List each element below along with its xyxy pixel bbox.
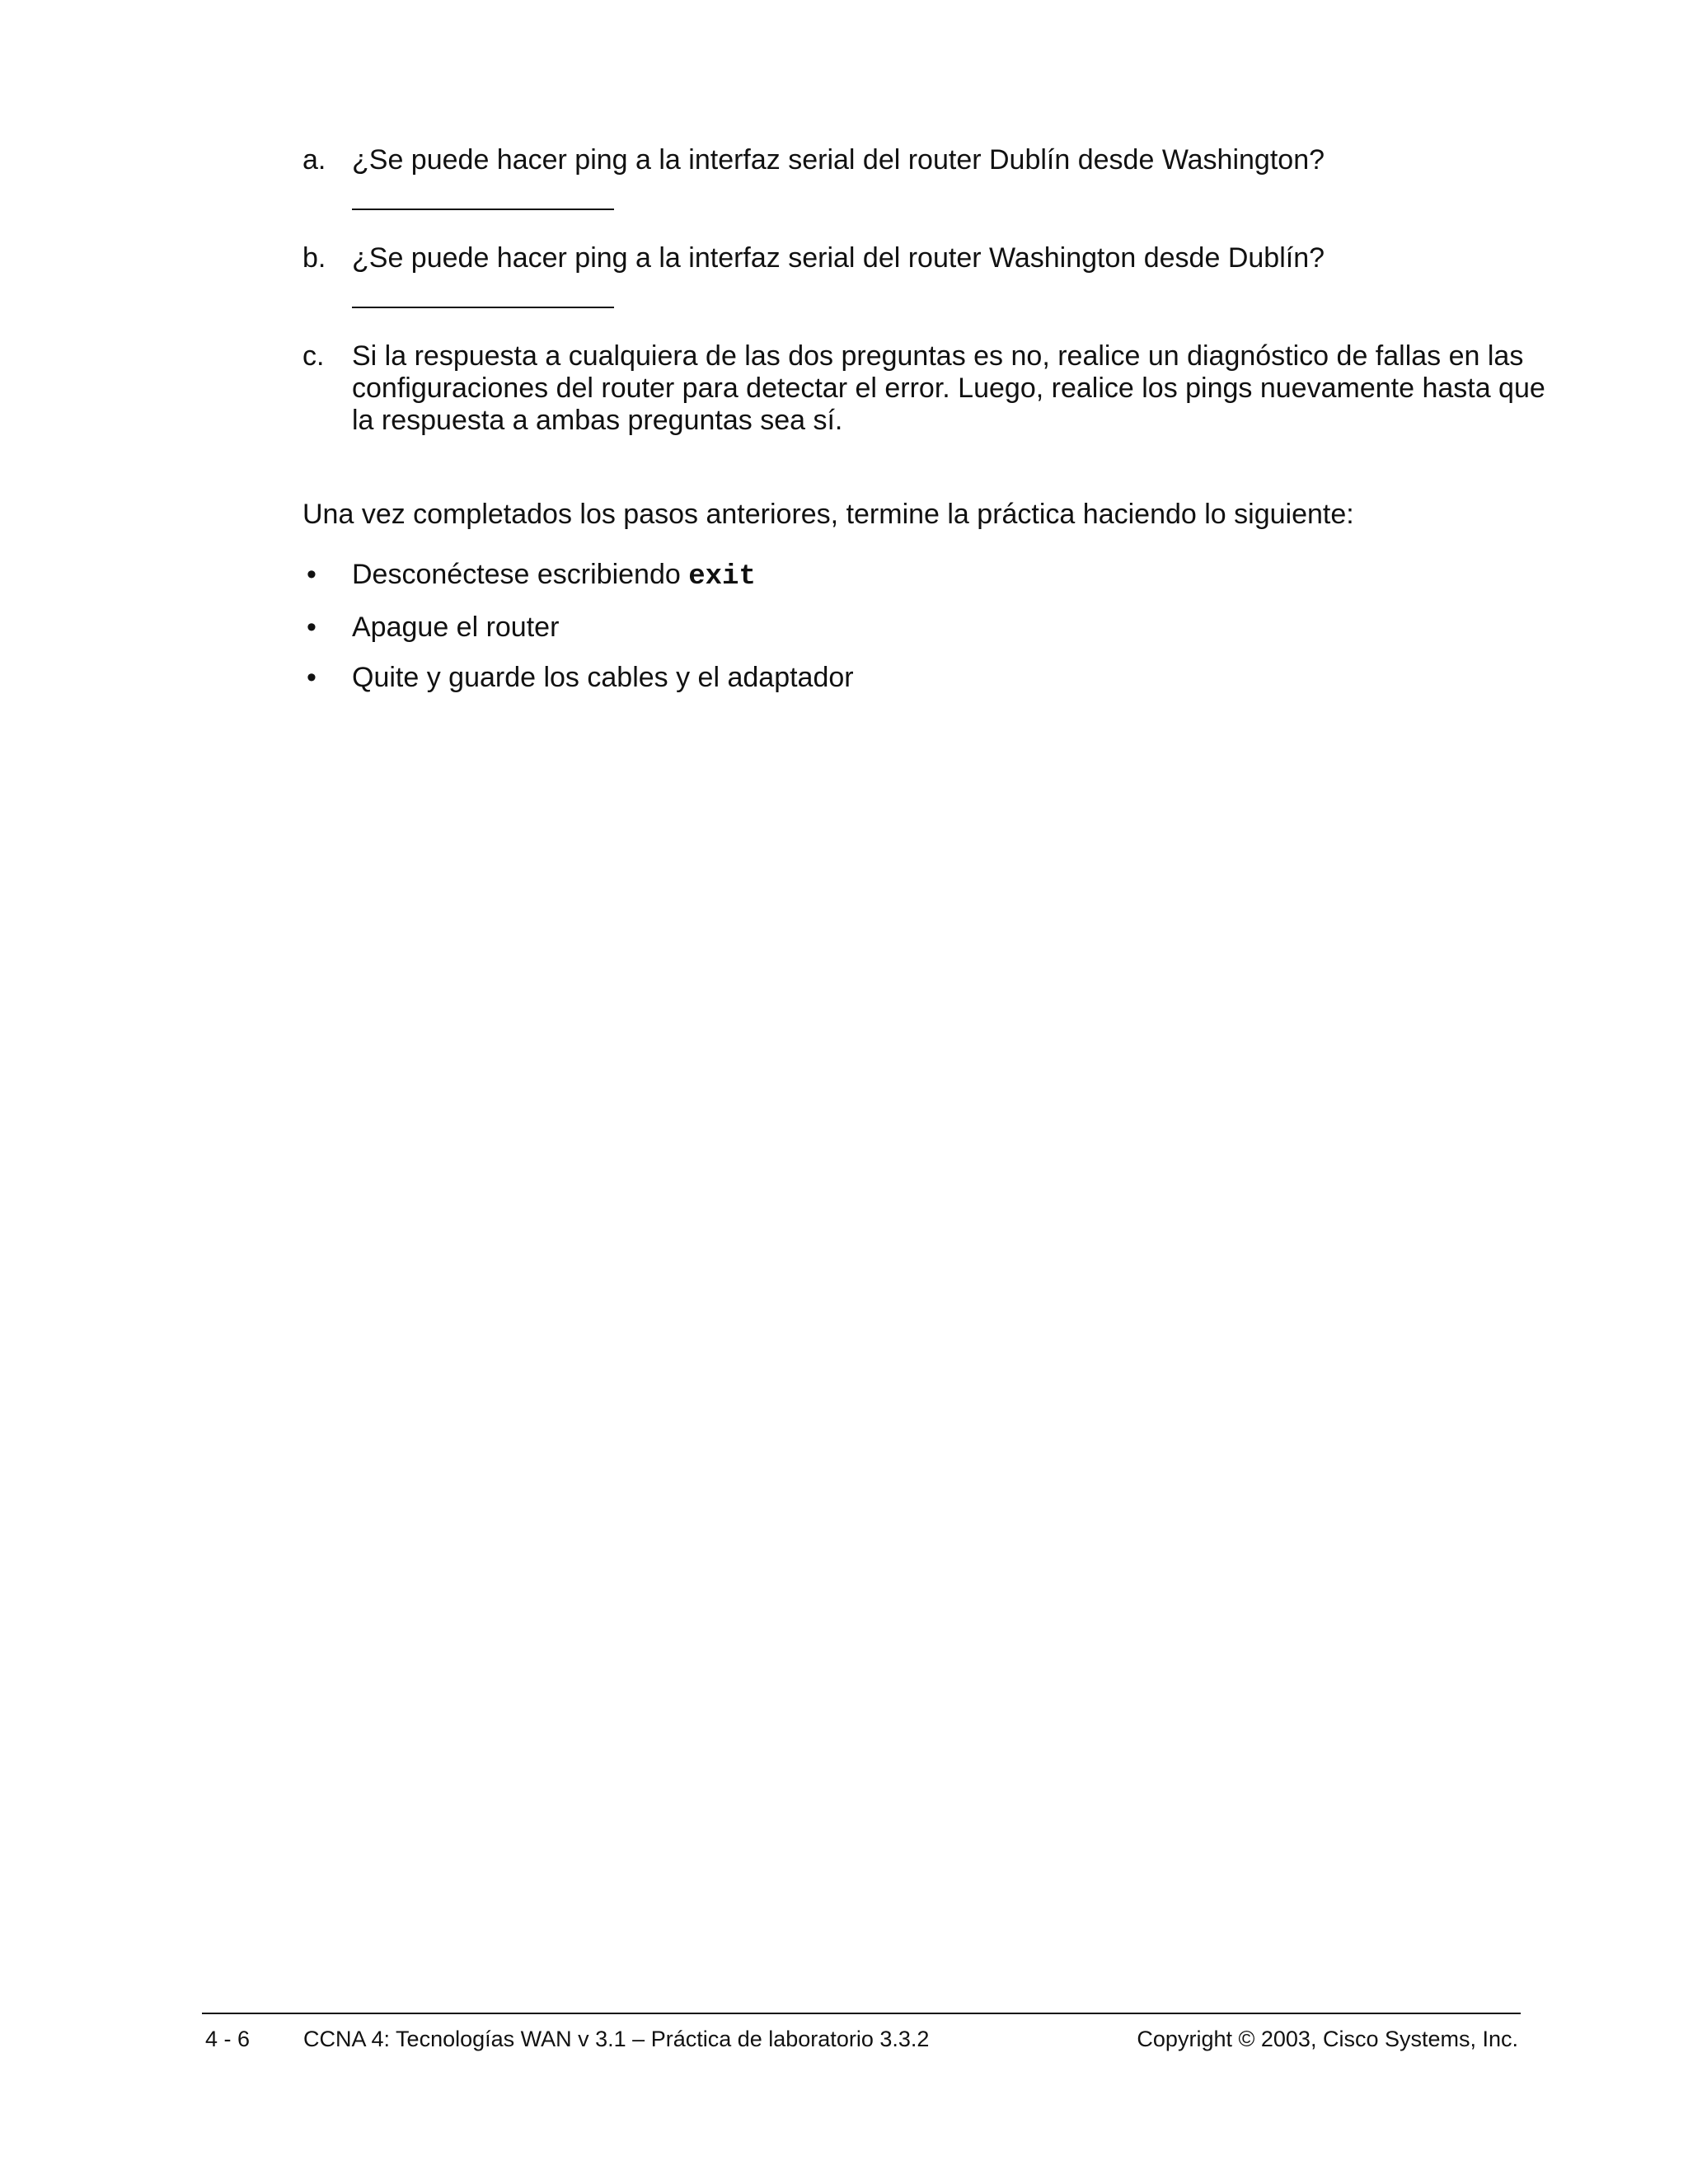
question-b	[302, 242, 1539, 308]
closing-steps-list	[302, 559, 1539, 694]
list-item	[302, 612, 1539, 644]
bullet-icon: •	[307, 662, 316, 693]
question-marker: b.	[302, 242, 326, 274]
command-text: exit	[688, 561, 756, 593]
footer-copyright: Copyright © 2003, Cisco Systems, Inc.	[1137, 2027, 1518, 2051]
list-item	[302, 662, 1539, 694]
question-text: Si la respuesta a cualquiera de las dos preguntas es no, realice un diagnóstico de fallas en las configuraciones del router para detectar el error. Luego, realice los pings nuevamente hasta que la respuesta a ambas preguntas sea sí.	[352, 340, 1545, 436]
list-item-text: Quite y guarde los cables y el adaptador	[352, 662, 854, 693]
page-number: 4 - 6	[205, 2027, 251, 2051]
list-item-text: Desconéctese escribiendo	[352, 559, 689, 590]
list-item-text: Apague el router	[352, 612, 560, 643]
question-a	[302, 144, 1539, 210]
question-text: ¿Se puede hacer ping a la interfaz serial del router Dublín desde Washington?	[352, 144, 1325, 176]
closing-instructions: Una vez completados los pasos anteriores, termine la práctica haciendo lo siguiente:	[302, 499, 1354, 530]
list-item	[302, 559, 1539, 593]
question-marker: a.	[302, 144, 326, 176]
footer-title: CCNA 4: Tecnologías WAN v 3.1 – Práctica de laboratorio 3.3.2	[303, 2027, 930, 2051]
footer-divider	[202, 2013, 1521, 2014]
answer-blank-line	[352, 307, 614, 308]
question-c	[302, 340, 1555, 437]
question-text: ¿Se puede hacer ping a la interfaz serial del router Washington desde Dublín?	[352, 242, 1325, 274]
bullet-icon: •	[307, 612, 316, 643]
document-body	[302, 144, 1545, 712]
bullet-icon: •	[307, 559, 316, 590]
answer-blank-line	[352, 209, 614, 210]
question-marker: c.	[302, 340, 325, 372]
